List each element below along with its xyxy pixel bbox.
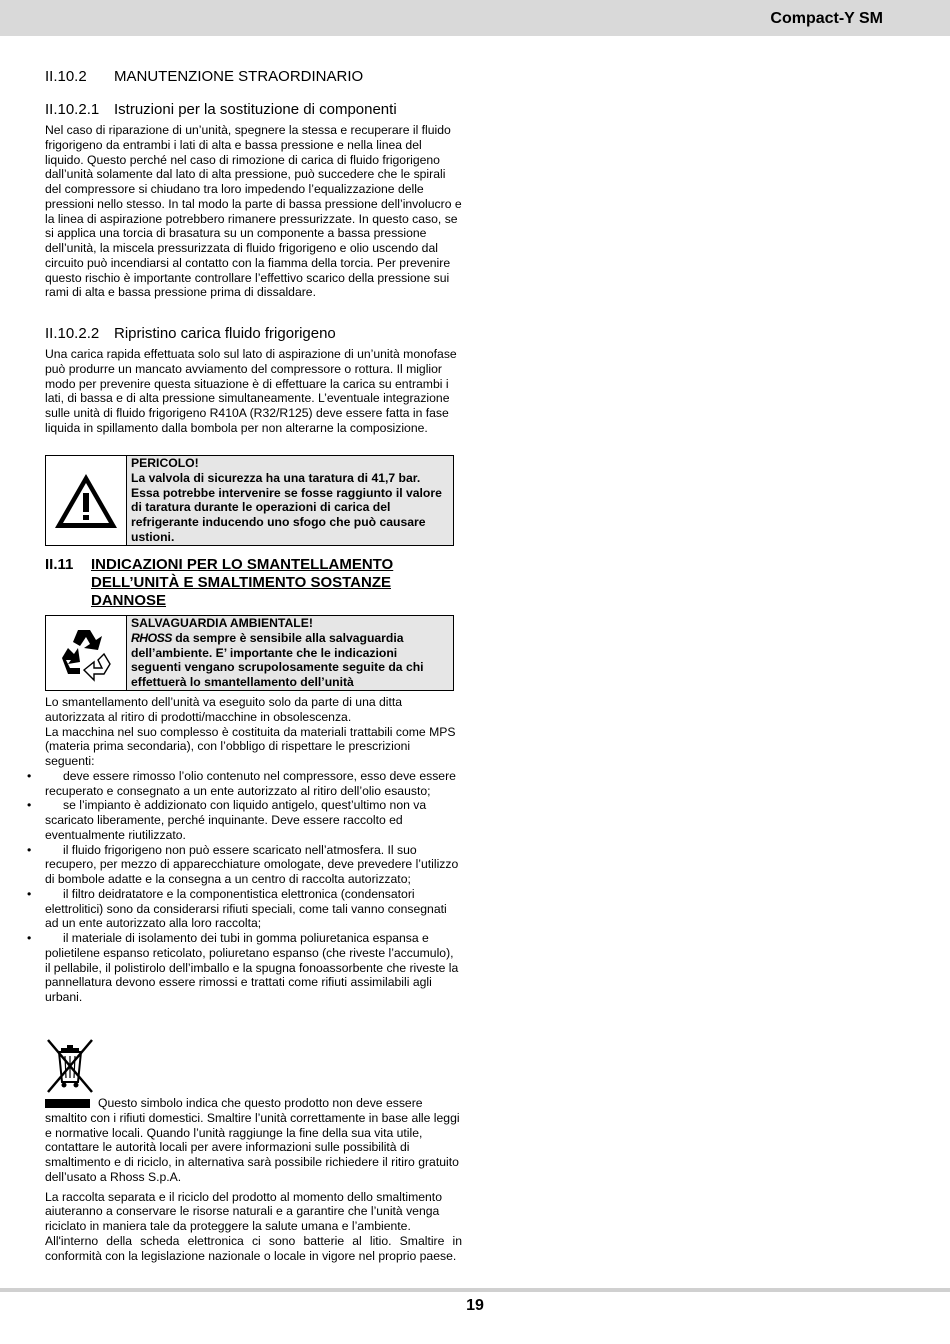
section-number: II.10.2 <box>45 68 87 85</box>
environment-body: da sempre è sensibile alla salvaguardia dell’ambiente. E’ importante che le indicazioni seguenti vengano scrupolosamente seguite da chi effettuerà lo smantellamento dell’unità <box>131 630 424 689</box>
section-number: II.10.2.1 <box>45 101 100 118</box>
section-title: Ripristino carica fluido frigorigeno <box>114 325 336 342</box>
section-heading-ii-11 <box>45 556 462 612</box>
environment-text <box>131 631 449 690</box>
list-item: • il filtro deidratatore e la componentistica elettronica (condensatori elettrolitici) sono da considerarsi rifiuti speciali, come tali vanno consegnati ad un ente autorizzato alla loro raccolta; <box>45 887 462 931</box>
disposal-intro: Lo smantellamento dell’unità va eseguito solo da parte di una ditta autorizzata al ritiro di prodotti/macchine in obsolescenza. <box>45 695 403 724</box>
disposal-intro-2: La macchina nel suo complesso è costituita da materiali trattabili come MPS (materia prima secondaria), con l’obbligo di rispettare le prescrizioni seguenti: <box>45 724 456 768</box>
section-number: II.11 <box>45 556 74 573</box>
disposal-section <box>45 695 462 1005</box>
environment-notice-box <box>45 615 454 691</box>
weee-text-line <box>45 1096 462 1185</box>
environment-icon-cell <box>46 616 127 690</box>
footer-rule <box>0 1288 950 1292</box>
section-heading-ii-10-2-2 <box>45 325 336 342</box>
list-item: • il fluido frigorigeno non può essere scaricato nell’atmosfera. Il suo recupero, per mezzo di apparecchiature omologate, deve prevedere l’utilizzo di bombole adatte e la consegna a un centro di raccolta autorizzato; <box>45 843 462 887</box>
section-number: II.10.2.2 <box>45 325 100 342</box>
list-item: • se l’impianto è addizionato con liquido antigelo, quest’ultimo non va scaricato liberamente, perché inquinante. Deve essere raccolto ed eventualmente riutilizzato. <box>45 798 462 842</box>
disposal-bullet-list <box>45 769 462 1005</box>
list-item: • deve essere rimosso l’olio contenuto nel compressore, esso deve essere recuperato e consegnato a un ente autorizzato al ritiro dell’olio esausto; <box>45 769 462 799</box>
danger-icon-cell <box>46 456 127 545</box>
weee-paragraph-3: All'interno della scheda elettronica ci sono batterie al litio. Smaltire in conformità con la legislazione nazionale o locale in vigore nel proprio paese. <box>45 1233 462 1263</box>
rhoss-logo: RHOSS <box>131 630 172 645</box>
danger-text: La valvola di sicurezza ha una taratura di 41,7 bar. Essa potrebbe intervenire se fosse raggiunto il valore di taratura durante le operazioni di carica del refrigerante inducendo uno sfogo che può causare ustioni. <box>131 470 442 544</box>
section-title: INDICAZIONI PER LO SMANTELLAMENTO DELL’UNITÀ E SMALTIMENTO SOSTANZE DANNOSE <box>91 556 394 609</box>
refrigerant-recharge-text: Una carica rapida effettuata solo sul lato di aspirazione di un’unità monofase può produrre un mancato avviamento del compressore o rottura. Il miglior modo per prevenire questa situazione è di effettuare la carica su entrambi i lati, di bassa e di alta pressione simultaneamente. L’eventuale integrazione sulle unità di fluido frigorigeno R410A (R32/R125) deve essere fatta in fase liquida in spillamento dalla bombola per non alterarne la composizione. <box>45 347 457 435</box>
environment-text-cell <box>127 616 453 690</box>
document-title: Compact-Y SM <box>770 10 883 27</box>
crossed-out-bin-icon <box>45 1038 95 1094</box>
section-heading-ii-10-2-1 <box>45 101 397 118</box>
danger-notice-box <box>45 455 454 546</box>
section-title: MANUTENZIONE STRAORDINARIO <box>114 68 364 85</box>
environment-title: SALVAGUARDIA AMBIENTALE! <box>131 616 313 630</box>
page-number: 19 <box>466 1297 484 1314</box>
danger-title: PERICOLO! <box>131 456 199 470</box>
weee-text: Questo simbolo indica che questo prodotto non deve essere smaltito con i rifiuti domestici. Smaltire l’unità correttamente in base alle leggi e normative locali. Quando l’unità raggiunge la fine della sua vita utile, contattare le autorità locali per avere informazioni sulle possibilità di smaltimento e di riciclo, in alternativa sarà possibile richiedere il ritiro gratuito dell’usato a Rhoss S.p.A. <box>45 1096 460 1184</box>
warning-triangle-icon <box>52 471 120 531</box>
weee-paragraph-2: La raccolta separata e il riciclo del prodotto al momento dello smaltimento aiuteranno a conservare le risorse naturali e a garantire che l’unità venga riciclato in maniera tale da proteggere la salute umana e l’ambiente. <box>45 1189 442 1233</box>
section-title: Istruzioni per la sostituzione di componenti <box>114 101 397 118</box>
recycle-icon <box>56 624 116 682</box>
component-replacement-text: Nel caso di riparazione di un’unità, spegnere la stessa e recuperare il fluido frigorigeno da entrambi i lati di alta e bassa pressione e nella linea del liquido. Questo perché nel caso di rimozione di carica di fluido frigorigeno dall’unità solamente dal lato di alta pressione, può succedere che le spirali del compressore si chiudano tra loro impedendo l’equalizzazione delle pressioni nello stesso. In tal modo la parte di bassa pressione dell’involucro e la linea di aspirazione potrebbero rimanere pressurizzate. In questo caso, se si applica una torcia di brasatura su un componente a bassa pressione dell’unità, la miscela pressurizzata di fluido frigorigeno e olio uscendo dal circuito può incendiarsi al contatto con la fiamma della torcia. Per prevenire questo rischio è importante controllare l’effettivo scarico della pressione sui rami di alta e bassa pressione prima di dissaldare. <box>45 123 462 300</box>
weee-black-bar <box>45 1099 90 1108</box>
weee-section <box>45 1096 462 1263</box>
section-heading-ii-10-2 <box>45 68 363 85</box>
list-item: • il materiale di isolamento dei tubi in gomma poliuretanica espansa e polietilene espanso reticolato, poliuretano espanso (che riveste l’accumulo), il pellabile, il polistirolo dell’imballo e la spugna fonoassorbente che riveste la pannellatura devono essere rimossi e trattati come rifiuti assimilabili agli urbani. <box>45 931 462 1005</box>
danger-text-cell <box>127 456 453 545</box>
